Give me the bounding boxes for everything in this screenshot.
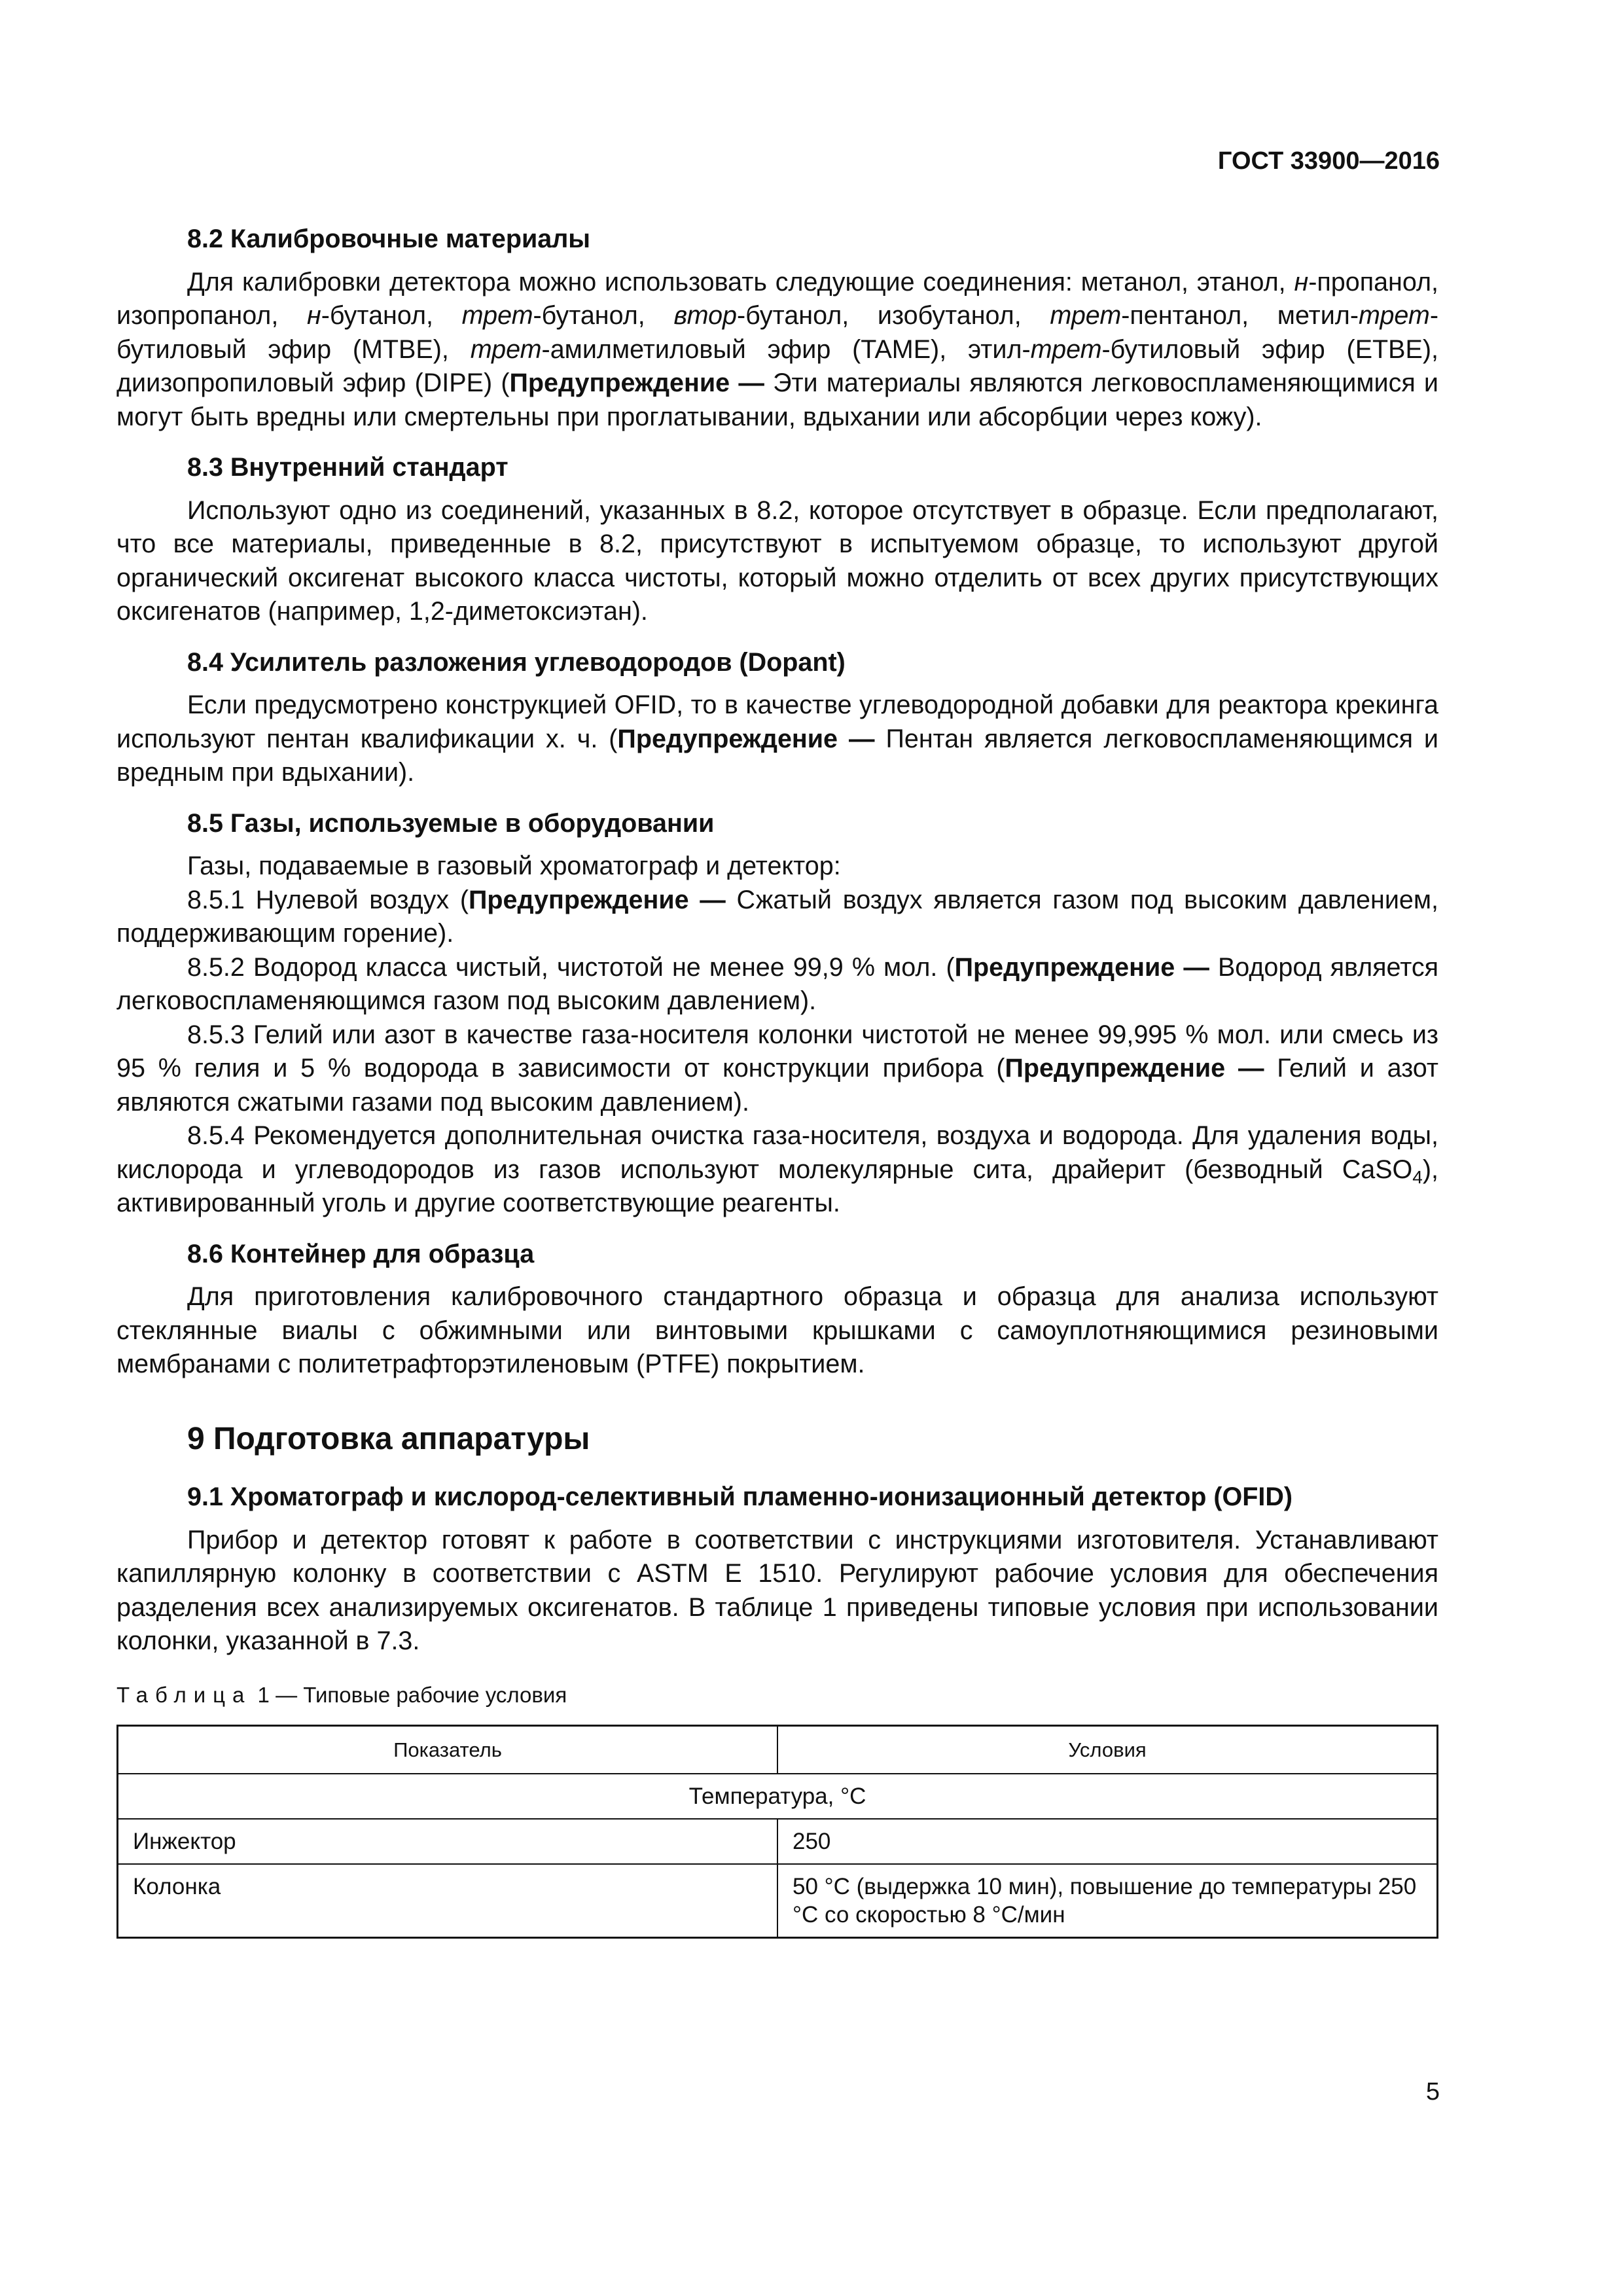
section-8-4-title: 8.4 Усилитель разложения углеводородов (Dopant) <box>187 647 846 677</box>
table-header-cell: Условия <box>777 1726 1438 1774</box>
section-9-1-text: Прибор и детектор готовят к работе в соответствии с инструкциями изготовителя. Устанавливают капиллярную колонку в соответствии с ASTM E 1510. Регулируют рабочие условия для обеспечения разделения всех анализируемых оксигенатов. В таблице 1 приведены типовые условия при использовании колонки, указанной в 7.3. <box>116 1525 1438 1655</box>
section-9-title: 9 Подготовка аппаратуры <box>187 1421 590 1456</box>
table-group-cell: Температура, °С <box>118 1774 1438 1819</box>
section-8-5-intro: Газы, подаваемые в газовый хроматограф и детектор: <box>187 852 841 880</box>
table-row <box>118 1819 1438 1864</box>
section-8-2-text: Для калибровки детектора можно использовать следующие соединения: метанол, этанол, н-пропанол, изопропанол, н-бутанол, трет-бутанол, втор-бутанол, изобутанол, трет-пентанол, метил-трет-бутиловый эфир (MTBE), трет-амилметиловый эфир (TAME), этил-трет-бутиловый эфир (ETBE), диизопропиловый эфир (DIPE) (Предупреждение — Эти материалы являются легковоспламеняющимися и могут быть вредны или смертельны при проглатывании, вдыхании или абсорбции через кожу). <box>116 267 1438 431</box>
section-8-4-text: Если предусмотрено конструкцией OFID, то в качестве углеводородной добавки для реактора крекинга используют пентан квалификации х. ч. (Предупреждение — Пентан является легковоспламеняющимся и вредным при вдыхании). <box>116 691 1438 787</box>
section-8-5-4-text: 8.5.4 Рекомендуется дополнительная очистка газа-носителя, воздуха и водорода. Для удаления воды, кислорода и углеводородов из газов используют молекулярные сита, драйерит (безводный CaSO$_4$), активированный уголь и другие соответствующие реагенты. <box>116 1121 1438 1217</box>
section-8-6-title: 8.6 Контейнер для образца <box>187 1239 535 1268</box>
table-cell: 50 °С (выдержка 10 мин), повышение до температуры 250 °С со скоростью 8 °С/мин <box>777 1864 1438 1938</box>
table-row <box>118 1864 1438 1938</box>
page-content <box>116 223 1438 1939</box>
table-cell: Инжектор <box>118 1819 778 1864</box>
document-header: ГОСТ 33900—2016 <box>1217 147 1440 175</box>
section-8-6-text: Для приготовления калибровочного стандартного образца и образца для анализа используют стеклянные виалы с обжимными или винтовыми крышками с самоуплотняющимися резиновыми мембранами с политетрафторэтиленовым (PTFE) покрытием. <box>116 1282 1438 1378</box>
table-1-caption: Таблица 1 — Типовые рабочие условия <box>116 1682 567 1707</box>
table-header-cell: Показатель <box>118 1726 778 1774</box>
section-9-1-title: 9.1 Хроматограф и кислород-селективный пламенно-ионизационный детектор (OFID) <box>187 1482 1293 1511</box>
section-8-5-title: 8.5 Газы, используемые в оборудовании <box>187 808 715 838</box>
section-8-5-1-text: 8.5.1 Нулевой воздух (Предупреждение — Сжатый воздух является газом под высоким давлением, поддерживающим горение). <box>116 885 1438 948</box>
section-8-2-title: 8.2 Калибровочные материалы <box>187 224 591 253</box>
table-cell: 250 <box>777 1819 1438 1864</box>
section-8-5-2-text: 8.5.2 Водород класса чистый, чистотой не менее 99,9 % мол. (Предупреждение — Водород является легковоспламеняющимся газом под высоким давлением). <box>116 952 1438 1015</box>
section-8-3-text: Используют одно из соединений, указанных в 8.2, которое отсутствует в образце. Если предполагают, что все материалы, приведенные в 8.2, присутствуют в испытуемом образце, то используют другой органический оксигенат высокого класса чистоты, который можно отделить от всех других присутствующих оксигенатов (например, 1,2-диметоксиэтан). <box>116 495 1438 626</box>
table-group-row <box>118 1774 1438 1819</box>
table-cell: Колонка <box>118 1864 778 1938</box>
table-header-row <box>118 1726 1438 1774</box>
section-8-3-title: 8.3 Внутренний стандарт <box>187 453 508 482</box>
table-1 <box>116 1725 1438 1939</box>
page-number: 5 <box>1425 2078 1440 2106</box>
section-8-5-3-text: 8.5.3 Гелий или азот в качестве газа-носителя колонки чистотой не менее 99,995 % мол. или смесь из 95 % гелия и 5 % водорода в зависимости от конструкции прибора (Предупреждение — Гелий и азот являются сжатыми газами под высоким давлением). <box>116 1020 1438 1117</box>
